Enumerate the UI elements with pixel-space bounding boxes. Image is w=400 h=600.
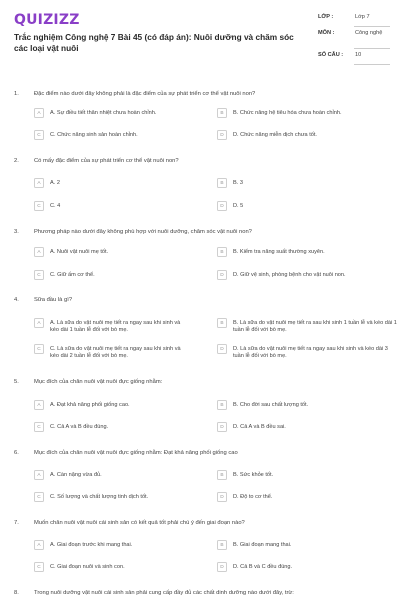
question-text: Sữa đầu là gì? xyxy=(34,297,73,303)
option-text: A. Đạt khả năng phối giống cao. xyxy=(50,401,130,408)
question-number: 4. xyxy=(14,297,19,303)
option-text: A. 2 xyxy=(50,179,60,186)
option-letter-box: A xyxy=(34,247,44,257)
option-letter-box: D xyxy=(217,492,227,502)
option-text: B. Chức năng hệ tiêu hóa chưa hoàn chỉnh. xyxy=(233,109,342,116)
option-text: D. Là sữa do vật nuôi mẹ tiết ra ngay sau khi sinh và kéo dài 3 tuần lễ đối với bò mẹ. xyxy=(233,345,388,360)
worksheet-meta xyxy=(318,12,390,66)
option-text: C. Số lượng và chất lượng tinh dịch tốt. xyxy=(50,493,149,500)
option-letter-box: B xyxy=(217,400,227,410)
question-text: Đặc điểm nào dưới đây không phải là đặc điểm của sự phát triển cơ thể vật nuôi non? xyxy=(34,91,256,97)
meta-subject-value: Công nghệ xyxy=(355,30,383,36)
option-letter-box: B xyxy=(217,247,227,257)
option-letter-box: A xyxy=(34,318,44,328)
question-text: Mục đích của chăn nuôi vật nuôi đực giống nhằm: Đạt khả năng phối giống cao xyxy=(34,450,238,456)
question-number: 3. xyxy=(14,229,19,235)
meta-subject-label: MÔN : xyxy=(318,30,335,36)
option-text: D. Độ to cơ thể. xyxy=(233,493,273,500)
option-text: C. Chức năng sinh sản hoàn chỉnh. xyxy=(50,131,138,138)
option-letter-box: A xyxy=(34,108,44,118)
option-letter-box: C xyxy=(34,422,44,432)
option-text: B. Giai đoạn mang thai. xyxy=(233,541,292,548)
question-text: Trong nuôi dưỡng vật nuôi cái sinh sản phải cung cấp đầy đủ các chất dinh dưỡng nào dưới đây, trừ: xyxy=(34,590,294,596)
meta-class-row xyxy=(318,12,390,28)
option-text: D. 5 xyxy=(233,202,244,209)
option-text: D. Cả A và B đều sai. xyxy=(233,423,286,430)
option-letter-box: B xyxy=(217,540,227,550)
meta-class-label: LỚP : xyxy=(318,14,334,20)
option-text: B. 3 xyxy=(233,179,243,186)
option-letter-box: B xyxy=(217,318,227,328)
option-text: A. Sự điều tiết thân nhiệt chưa hoàn chỉnh. xyxy=(50,109,157,116)
option-letter-box: D xyxy=(217,201,227,211)
page-title: Trắc nghiệm Công nghệ 7 Bài 45 (có đáp án): Nuôi dưỡng và chăm sóc các loại vật nuôi xyxy=(14,32,294,53)
option-text: A. Nuôi vật nuôi mẹ tốt. xyxy=(50,248,109,255)
question-text: Muốn chăn nuôi vật nuôi cái sinh sản có kết quả tốt phải chú ý đến giai đoạn nào? xyxy=(34,520,245,526)
option-letter-box: D xyxy=(217,562,227,572)
meta-divider xyxy=(354,64,390,65)
option-letter-box: C xyxy=(34,562,44,572)
question-text: Phương pháp nào dưới đây không phù hợp với nuôi dưỡng, chăm sóc vật nuôi non? xyxy=(34,229,252,235)
page-header xyxy=(0,0,400,74)
question-number: 2. xyxy=(14,158,19,164)
meta-class-value: Lớp 7 xyxy=(355,14,370,20)
option-text: D. Chức năng miễn dịch chưa tốt. xyxy=(233,131,317,138)
option-text: C. 4 xyxy=(50,202,61,209)
question-number: 8. xyxy=(14,590,19,596)
option-letter-box: B xyxy=(217,178,227,188)
option-text: A. Là sữa do vật nuôi mẹ tiết ra ngay sau khi sinh và kéo dài 1 tuần lễ đối với bò mẹ. xyxy=(50,319,181,334)
option-letter-box: D xyxy=(217,130,227,140)
option-text: D. Cả B và C đều đúng. xyxy=(233,563,293,570)
option-text: B. Sức khỏe tốt. xyxy=(233,471,274,478)
question-text: Có mấy đặc điểm của sự phát triển cơ thể vật nuôi non? xyxy=(34,158,179,164)
option-letter-box: B xyxy=(217,470,227,480)
option-text: C. Giữ ấm cơ thể. xyxy=(50,271,95,278)
option-letter-box: D xyxy=(217,344,227,354)
option-letter-box: A xyxy=(34,400,44,410)
question-number: 5. xyxy=(14,379,19,385)
meta-count-label: SỐ CÂU : xyxy=(318,52,344,58)
question-number: 7. xyxy=(14,520,19,526)
option-text: B. Cho đời sau chất lượng tốt. xyxy=(233,401,309,408)
option-letter-box: C xyxy=(34,270,44,280)
question-number: 6. xyxy=(14,450,19,456)
option-text: D. Giữ vệ sinh, phòng bệnh cho vật nuôi non. xyxy=(233,271,346,278)
meta-divider xyxy=(354,48,390,49)
meta-divider xyxy=(354,26,390,27)
meta-subject-row xyxy=(318,28,390,50)
option-letter-box: C xyxy=(34,130,44,140)
question-number: 1. xyxy=(14,91,19,97)
option-letter-box: D xyxy=(217,270,227,280)
question-text: Mục đích của chăn nuôi vật nuôi đực giống nhằm: xyxy=(34,379,163,385)
option-text: B. Là sữa do vật nuôi mẹ tiết ra sau khi sinh 1 tuần lễ và kéo dài 1 tuần lễ đối với bò mẹ. xyxy=(233,319,397,334)
meta-count-row xyxy=(318,50,390,66)
option-letter-box: C xyxy=(34,492,44,502)
option-letter-box: A xyxy=(34,470,44,480)
option-text: A. Càn nặng vừa đủ. xyxy=(50,471,102,478)
option-letter-box: D xyxy=(217,422,227,432)
option-text: C. Là sữa do vật nuôi mẹ tiết ra ngay sau khi sinh và kéo dài 2 tuần lễ đối với bò mẹ. xyxy=(50,345,181,360)
meta-count-value: 10 xyxy=(355,52,362,58)
option-text: C. Cả A và B đều đúng. xyxy=(50,423,109,430)
option-letter-box: C xyxy=(34,344,44,354)
option-letter-box: C xyxy=(34,201,44,211)
option-letter-box: A xyxy=(34,540,44,550)
option-text: B. Kiểm tra năng suất thường xuyên. xyxy=(233,248,325,255)
option-text: C. Giai đoạn nuôi và sinh con. xyxy=(50,563,125,570)
quizizz-logo: QUIZIZZ xyxy=(14,12,80,28)
option-letter-box: B xyxy=(217,108,227,118)
option-letter-box: A xyxy=(34,178,44,188)
option-text: A. Giai đoạn trước khi mang thai. xyxy=(50,541,133,548)
